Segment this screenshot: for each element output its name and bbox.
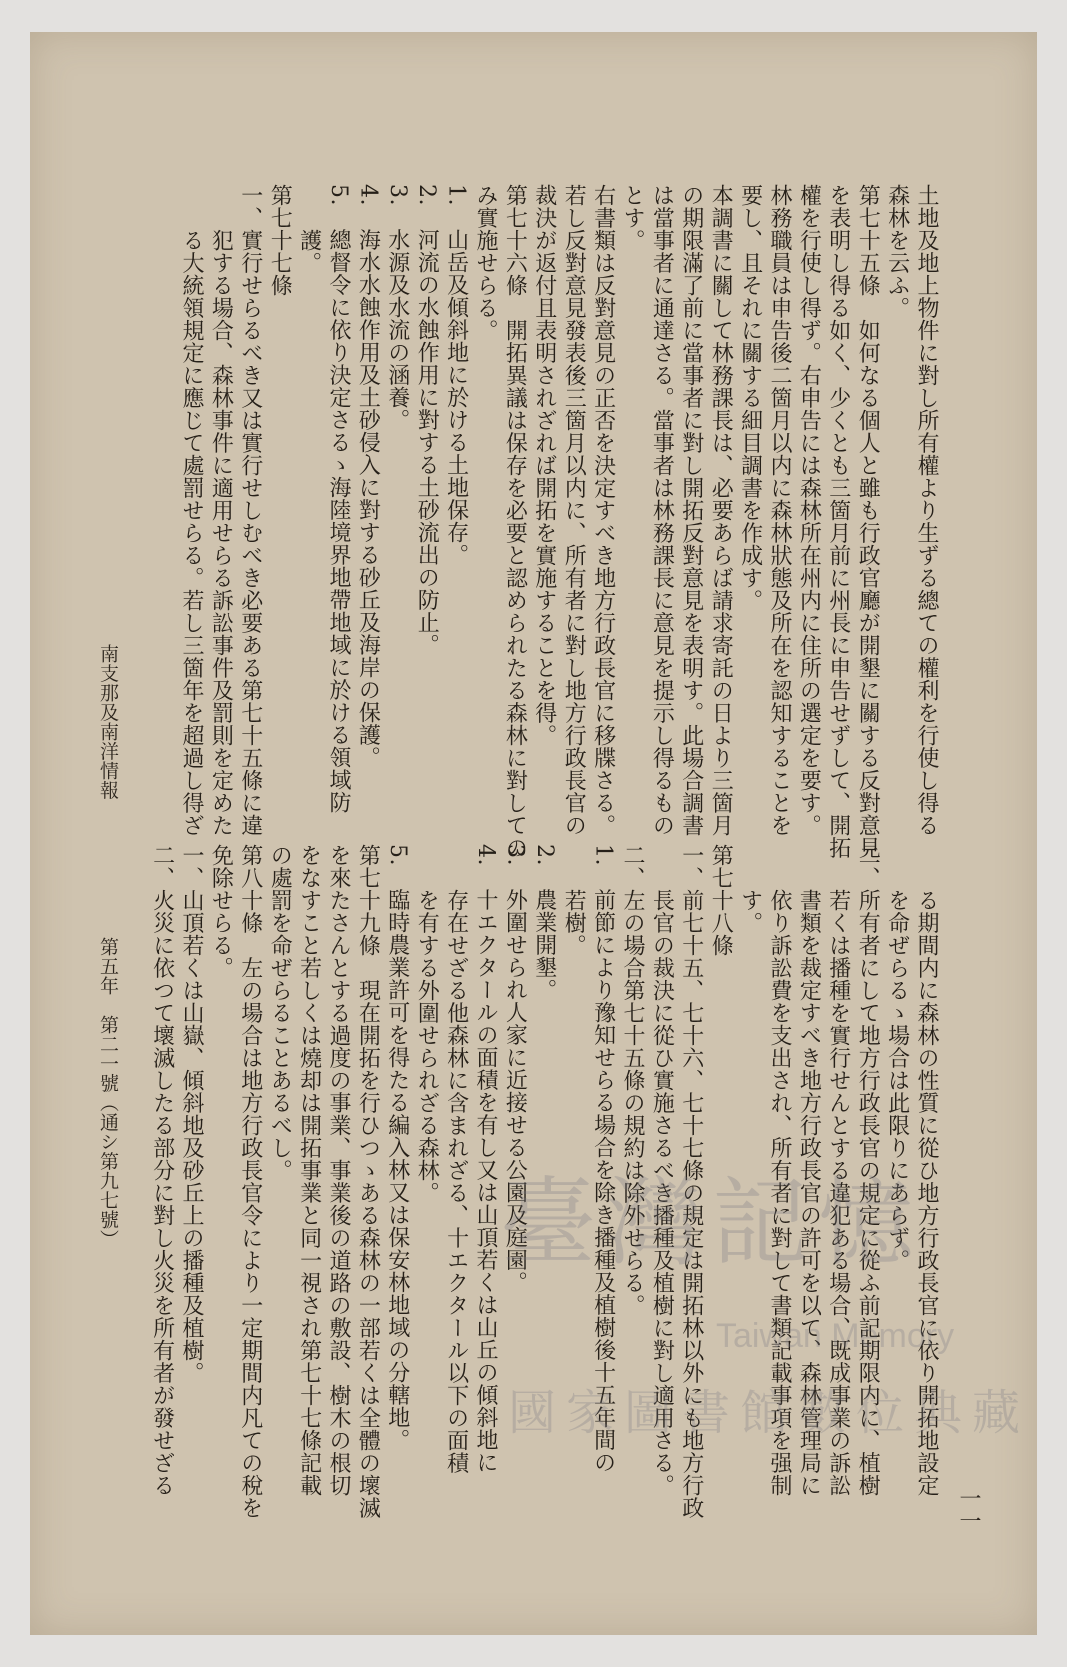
text-column: み實施せらる。 <box>473 184 498 342</box>
text-column: 二、左の場合第七十五條の規約は除外せらる。 <box>620 844 645 1317</box>
text-column: 1. 山岳及傾斜地に於ける土地保存。 <box>443 184 469 566</box>
text-column: を表明し得る如く、少くとも三箇月前に州長に申告せずして、開拓 <box>825 184 851 859</box>
text-column: をなすこと若しくは燒却は開拓事業と同一視され第七十七條記載 <box>296 844 322 1497</box>
text-column: 本調書に關して林務課長は、必要あらば請求寄託の日より三箇月 <box>708 184 734 837</box>
text-column: 第八十條 左の場合は地方行政長官令により一定期間内凡ての稅を <box>237 844 263 1519</box>
text-column: 犯する場合、森林事件に適用せらる訴訟事件及罰則を定めた <box>208 184 234 837</box>
text-column: は當事者に通達さる。當事者は林務課長に意見を提示し得るもの <box>649 184 675 837</box>
text-column: 要し、且それに關する細目調書を作成す。 <box>737 184 763 612</box>
watermark-latin: Taiwan Memory <box>716 1317 955 1355</box>
text-column: の期限滿了前に當事者に對し開拓反對意見を表明す。此場合調書 <box>678 184 704 837</box>
text-column: 一、實行せらるべき又は實行せしむべき必要ある第七十五條に違 <box>237 184 263 837</box>
text-column: る大統領規定に應じて處罰せらる。若し三箇年を超過し得ざ <box>179 184 204 837</box>
text-column: 一、山頂若くは山嶽、傾斜地及砂丘上の播種及植樹。 <box>179 844 204 1384</box>
text-column: を來たさんとする過度の事業、事業後の道路の敷設、樹木の根切 <box>326 844 351 1497</box>
running-header-journal: 南支那及南洋情報 <box>97 644 119 800</box>
page-number: 一一 <box>956 1487 981 1532</box>
text-column: す。 <box>737 844 763 934</box>
text-column: る期間内に森林の性質に從ひ地方行政長官に依り開拓地設定 <box>914 844 939 1497</box>
text-column: 5. 臨時農業許可を得たる編入林又は保安林地域の分轄地。 <box>384 844 410 1451</box>
text-column: 森林を云ふ。 <box>884 184 910 319</box>
text-column: 第七十八條 <box>708 844 734 957</box>
text-column: 3. 水源及水流の涵養。 <box>384 184 410 431</box>
text-column: 2. 農業開墾。 <box>531 844 557 1001</box>
document-page <box>30 32 1037 1635</box>
text-column: 2. 河流の水蝕作用に對する土砂流出の防止。 <box>414 184 440 656</box>
text-column: 4. 十エクタールの面積を有し又は山頂若くは山丘の傾斜地に <box>473 844 498 1474</box>
text-column: 二、所有者にして地方行政長官の規定に從ふ前記期限内に、植樹 <box>855 844 881 1497</box>
text-column: 右書類は反對意見の正否を決定すべき地方行政長官に移牒さる。 <box>590 184 616 837</box>
text-column: を有する外圍せられざる森林。 <box>414 844 440 1204</box>
text-column: 若し反對意見發表後三箇月以内に、所有者に對し地方行政長官の <box>561 184 587 837</box>
text-column: 護。 <box>296 184 322 274</box>
text-column: 一、前七十五、七十六、七十七條の規定は開拓林以外にも地方行政 <box>678 844 704 1519</box>
text-column: 依り訴訟費を支出され、所有者に對して書類記載事項を强制 <box>767 844 792 1497</box>
text-column: 3. 外圍せられ人家に近接せる公園及庭園。 <box>502 844 528 1294</box>
text-column: 若くは播種を實行せんとする違犯ある場合、既成事業の訴訟 <box>825 844 851 1497</box>
text-column: 免除せらる。 <box>208 844 234 979</box>
text-column: 權を行使し得ず。右申告には森林所在州内に住所の選定を要す。 <box>796 184 822 837</box>
text-column: 4. 海水水蝕作用及土砂侵入に對する砂丘及海岸の保護。 <box>355 184 381 769</box>
text-column: 1. 前節により豫知せらる場合を除き播種及植樹後十五年間の <box>590 844 616 1474</box>
watermark-subtitle: 國家圖書館數位典藏 <box>508 1385 1031 1441</box>
text-column: 土地及地上物件に對し所有權より生ずる總ての權利を行使し得る <box>914 184 939 837</box>
text-column: 二、火災に依つて壞滅したる部分に對し火災を所有者が發せざる <box>149 844 175 1497</box>
text-column: とす。 <box>620 184 645 252</box>
text-column: を命ぜらるゝ場合は此限りにあらず。 <box>884 844 910 1272</box>
text-column: 第七十九條 現在開拓を行ひつゝある森林の一部若くは全體の壞滅 <box>355 844 381 1519</box>
watermark-logo: 臺灣記憶 <box>500 1167 924 1279</box>
text-column: 長官の裁決に從ひ實施さるべき播種及植樹に對し適用さる。 <box>649 844 675 1497</box>
text-column: 5. 總督令に依り決定さるゝ海陸境界地帶地域に於ける領域防 <box>326 184 351 814</box>
text-column: 第七十五條 如何なる個人と雖も行政官廳が開墾に關する反對意見 <box>855 184 881 859</box>
text-column: 第七十七條 <box>267 184 293 297</box>
running-header-issue: 第五年 第二一號（通シ第九七號） <box>97 937 119 1249</box>
text-column: 書類を裁定すべき地方行政長官の許可を以て、森林管理局に <box>796 844 822 1497</box>
text-column: 裁決が返付且表明されざれば開拓を實施することを得。 <box>531 184 557 747</box>
text-column: 存在せざる他森林に含まれざる、十エクタール以下の面積 <box>443 844 469 1474</box>
text-column: 若樹。 <box>561 844 587 957</box>
text-column: 林務職員は申告後二箇月以内に森林狀態及所在を認知することを <box>767 184 792 837</box>
text-column: 第七十六條 開拓異議は保存を必要と認められたる森林に對しての <box>502 184 528 859</box>
text-column: の處罰を命ぜらることあるべし。 <box>267 844 293 1182</box>
